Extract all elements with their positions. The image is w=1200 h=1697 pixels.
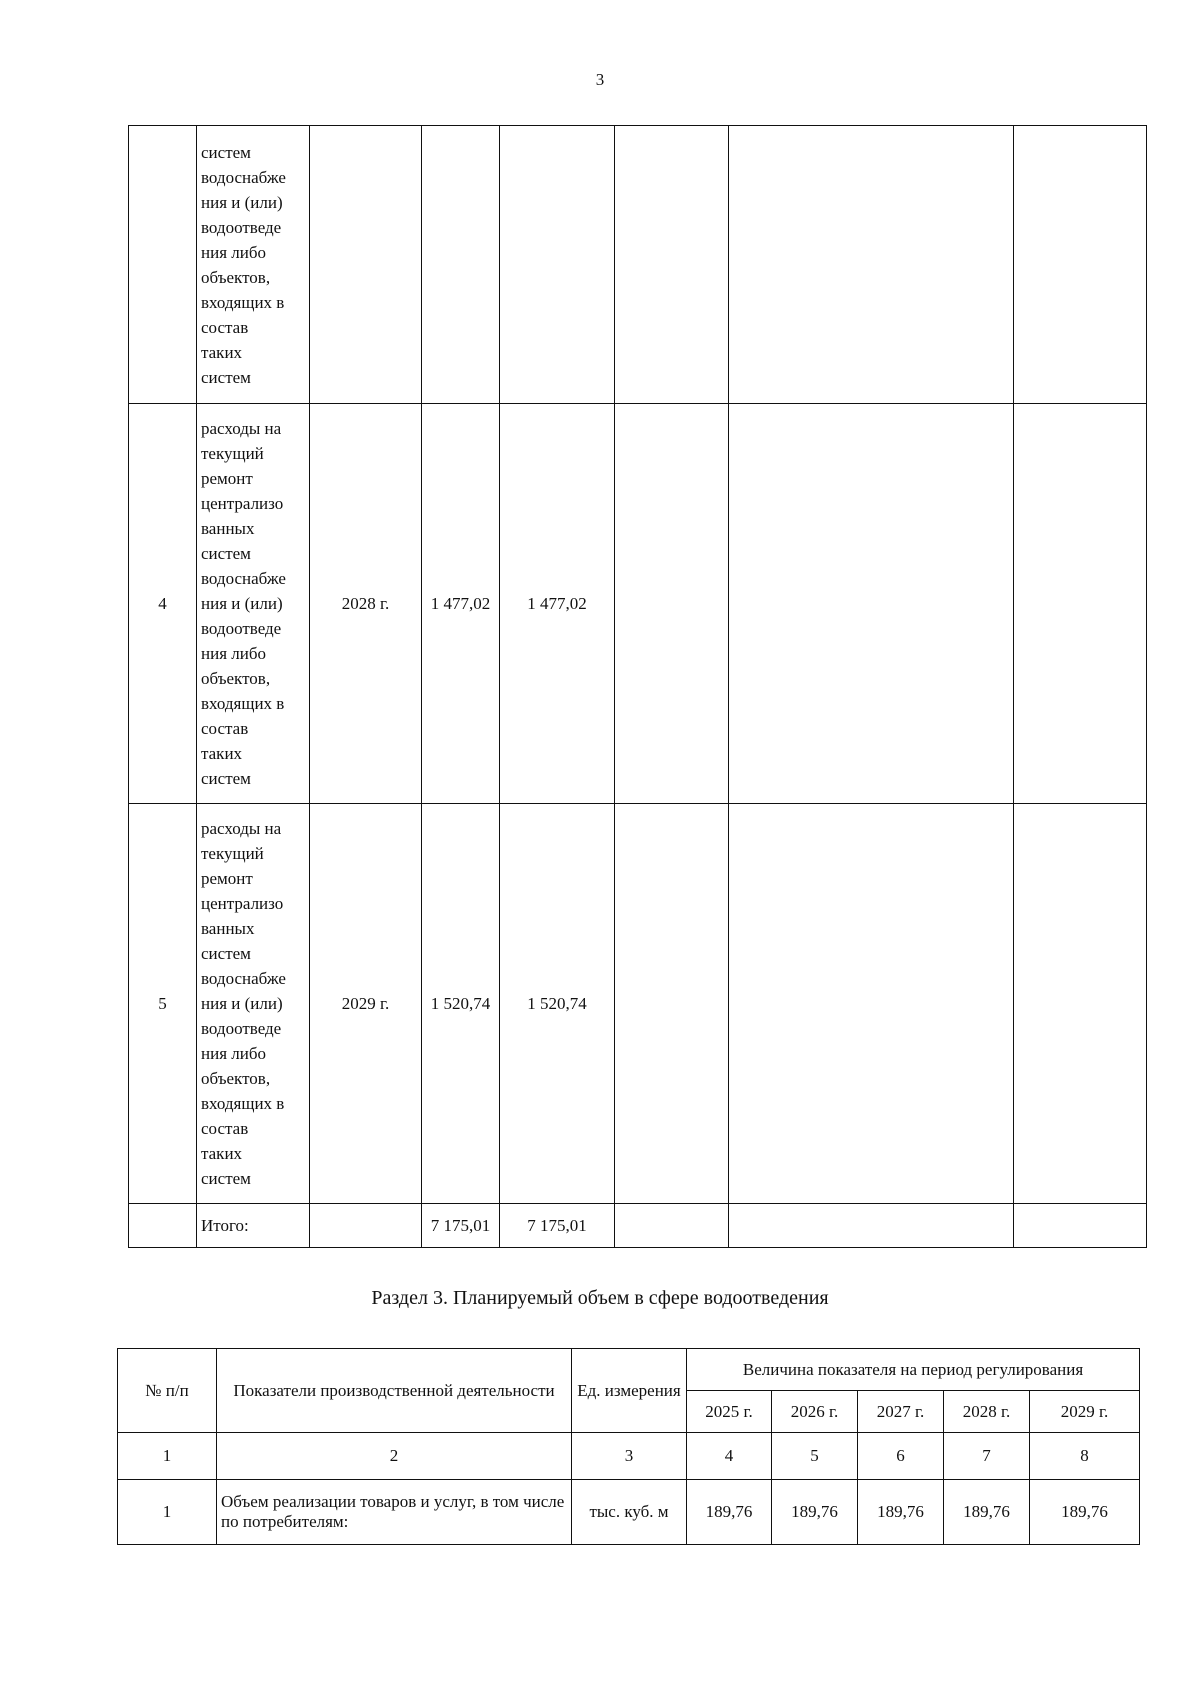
row-value: 189,76 xyxy=(944,1480,1030,1545)
row-year xyxy=(310,126,422,404)
column-index: 8 xyxy=(1030,1433,1140,1480)
row-value-2 xyxy=(500,126,615,404)
row-number: 5 xyxy=(129,804,197,1204)
header-num: № п/п xyxy=(118,1349,217,1433)
row-description: расходы на текущий ремонт централизо ванных систем водоснабже ния и (или) водоотведе ния либо объектов, входящих в состав таких систем xyxy=(197,404,310,804)
row-year: 2029 г. xyxy=(310,804,422,1204)
column-index: 5 xyxy=(772,1433,858,1480)
volume-table xyxy=(117,1348,1140,1545)
row-value-2: 1 477,02 xyxy=(500,404,615,804)
column-index: 2 xyxy=(217,1433,572,1480)
row-number xyxy=(129,126,197,404)
header-year: 2027 г. xyxy=(858,1391,944,1433)
header-unit: Ед. измерения xyxy=(572,1349,687,1433)
row-value-1: 1 520,74 xyxy=(422,804,500,1204)
empty-cell xyxy=(615,1204,729,1248)
empty-cell xyxy=(729,804,1014,1204)
header-year: 2028 г. xyxy=(944,1391,1030,1433)
row-value: 189,76 xyxy=(687,1480,772,1545)
column-index: 7 xyxy=(944,1433,1030,1480)
empty-cell xyxy=(129,1204,197,1248)
empty-cell xyxy=(1014,404,1147,804)
header-indicators: Показатели производственной деятельности xyxy=(217,1349,572,1433)
empty-cell xyxy=(729,126,1014,404)
table-row xyxy=(129,804,1147,1204)
row-indicator: Объем реализации товаров и услуг, в том числе по потребителям: xyxy=(217,1480,572,1545)
row-number: 4 xyxy=(129,404,197,804)
header-year: 2025 г. xyxy=(687,1391,772,1433)
row-value-1: 1 477,02 xyxy=(422,404,500,804)
table-row xyxy=(118,1480,1140,1545)
row-description: систем водоснабже ния и (или) водоотведе ния либо объектов, входящих в состав таких систем xyxy=(197,126,310,404)
row-value-2: 1 520,74 xyxy=(500,804,615,1204)
section-title: Раздел 3. Планируемый объем в сфере водоотведения xyxy=(371,1287,829,1309)
column-index-row xyxy=(118,1433,1140,1480)
total-value-1: 7 175,01 xyxy=(422,1204,500,1248)
total-label: Итого: xyxy=(197,1204,310,1248)
row-year: 2028 г. xyxy=(310,404,422,804)
row-value: 189,76 xyxy=(1030,1480,1140,1545)
table-row xyxy=(129,404,1147,804)
empty-cell xyxy=(310,1204,422,1248)
row-value: 189,76 xyxy=(858,1480,944,1545)
total-row xyxy=(129,1204,1147,1248)
header-year: 2029 г. xyxy=(1030,1391,1140,1433)
row-description: расходы на текущий ремонт централизо ванных систем водоснабже ния и (или) водоотведе ния либо объектов, входящих в состав таких систем xyxy=(197,804,310,1204)
empty-cell xyxy=(615,404,729,804)
total-value-2: 7 175,01 xyxy=(500,1204,615,1248)
row-unit: тыс. куб. м xyxy=(572,1480,687,1545)
row-number: 1 xyxy=(118,1480,217,1545)
row-value: 189,76 xyxy=(772,1480,858,1545)
column-index: 4 xyxy=(687,1433,772,1480)
empty-cell xyxy=(615,804,729,1204)
column-index: 1 xyxy=(118,1433,217,1480)
column-index: 6 xyxy=(858,1433,944,1480)
empty-cell xyxy=(1014,1204,1147,1248)
header-period: Величина показателя на период регулирования xyxy=(687,1349,1140,1391)
empty-cell xyxy=(729,1204,1014,1248)
continuation-table xyxy=(128,125,1147,1248)
empty-cell xyxy=(615,126,729,404)
page-number: 3 xyxy=(595,70,605,89)
empty-cell xyxy=(1014,804,1147,1204)
table-row xyxy=(129,126,1147,404)
empty-cell xyxy=(729,404,1014,804)
row-value-1 xyxy=(422,126,500,404)
header-year: 2026 г. xyxy=(772,1391,858,1433)
empty-cell xyxy=(1014,126,1147,404)
column-index: 3 xyxy=(572,1433,687,1480)
